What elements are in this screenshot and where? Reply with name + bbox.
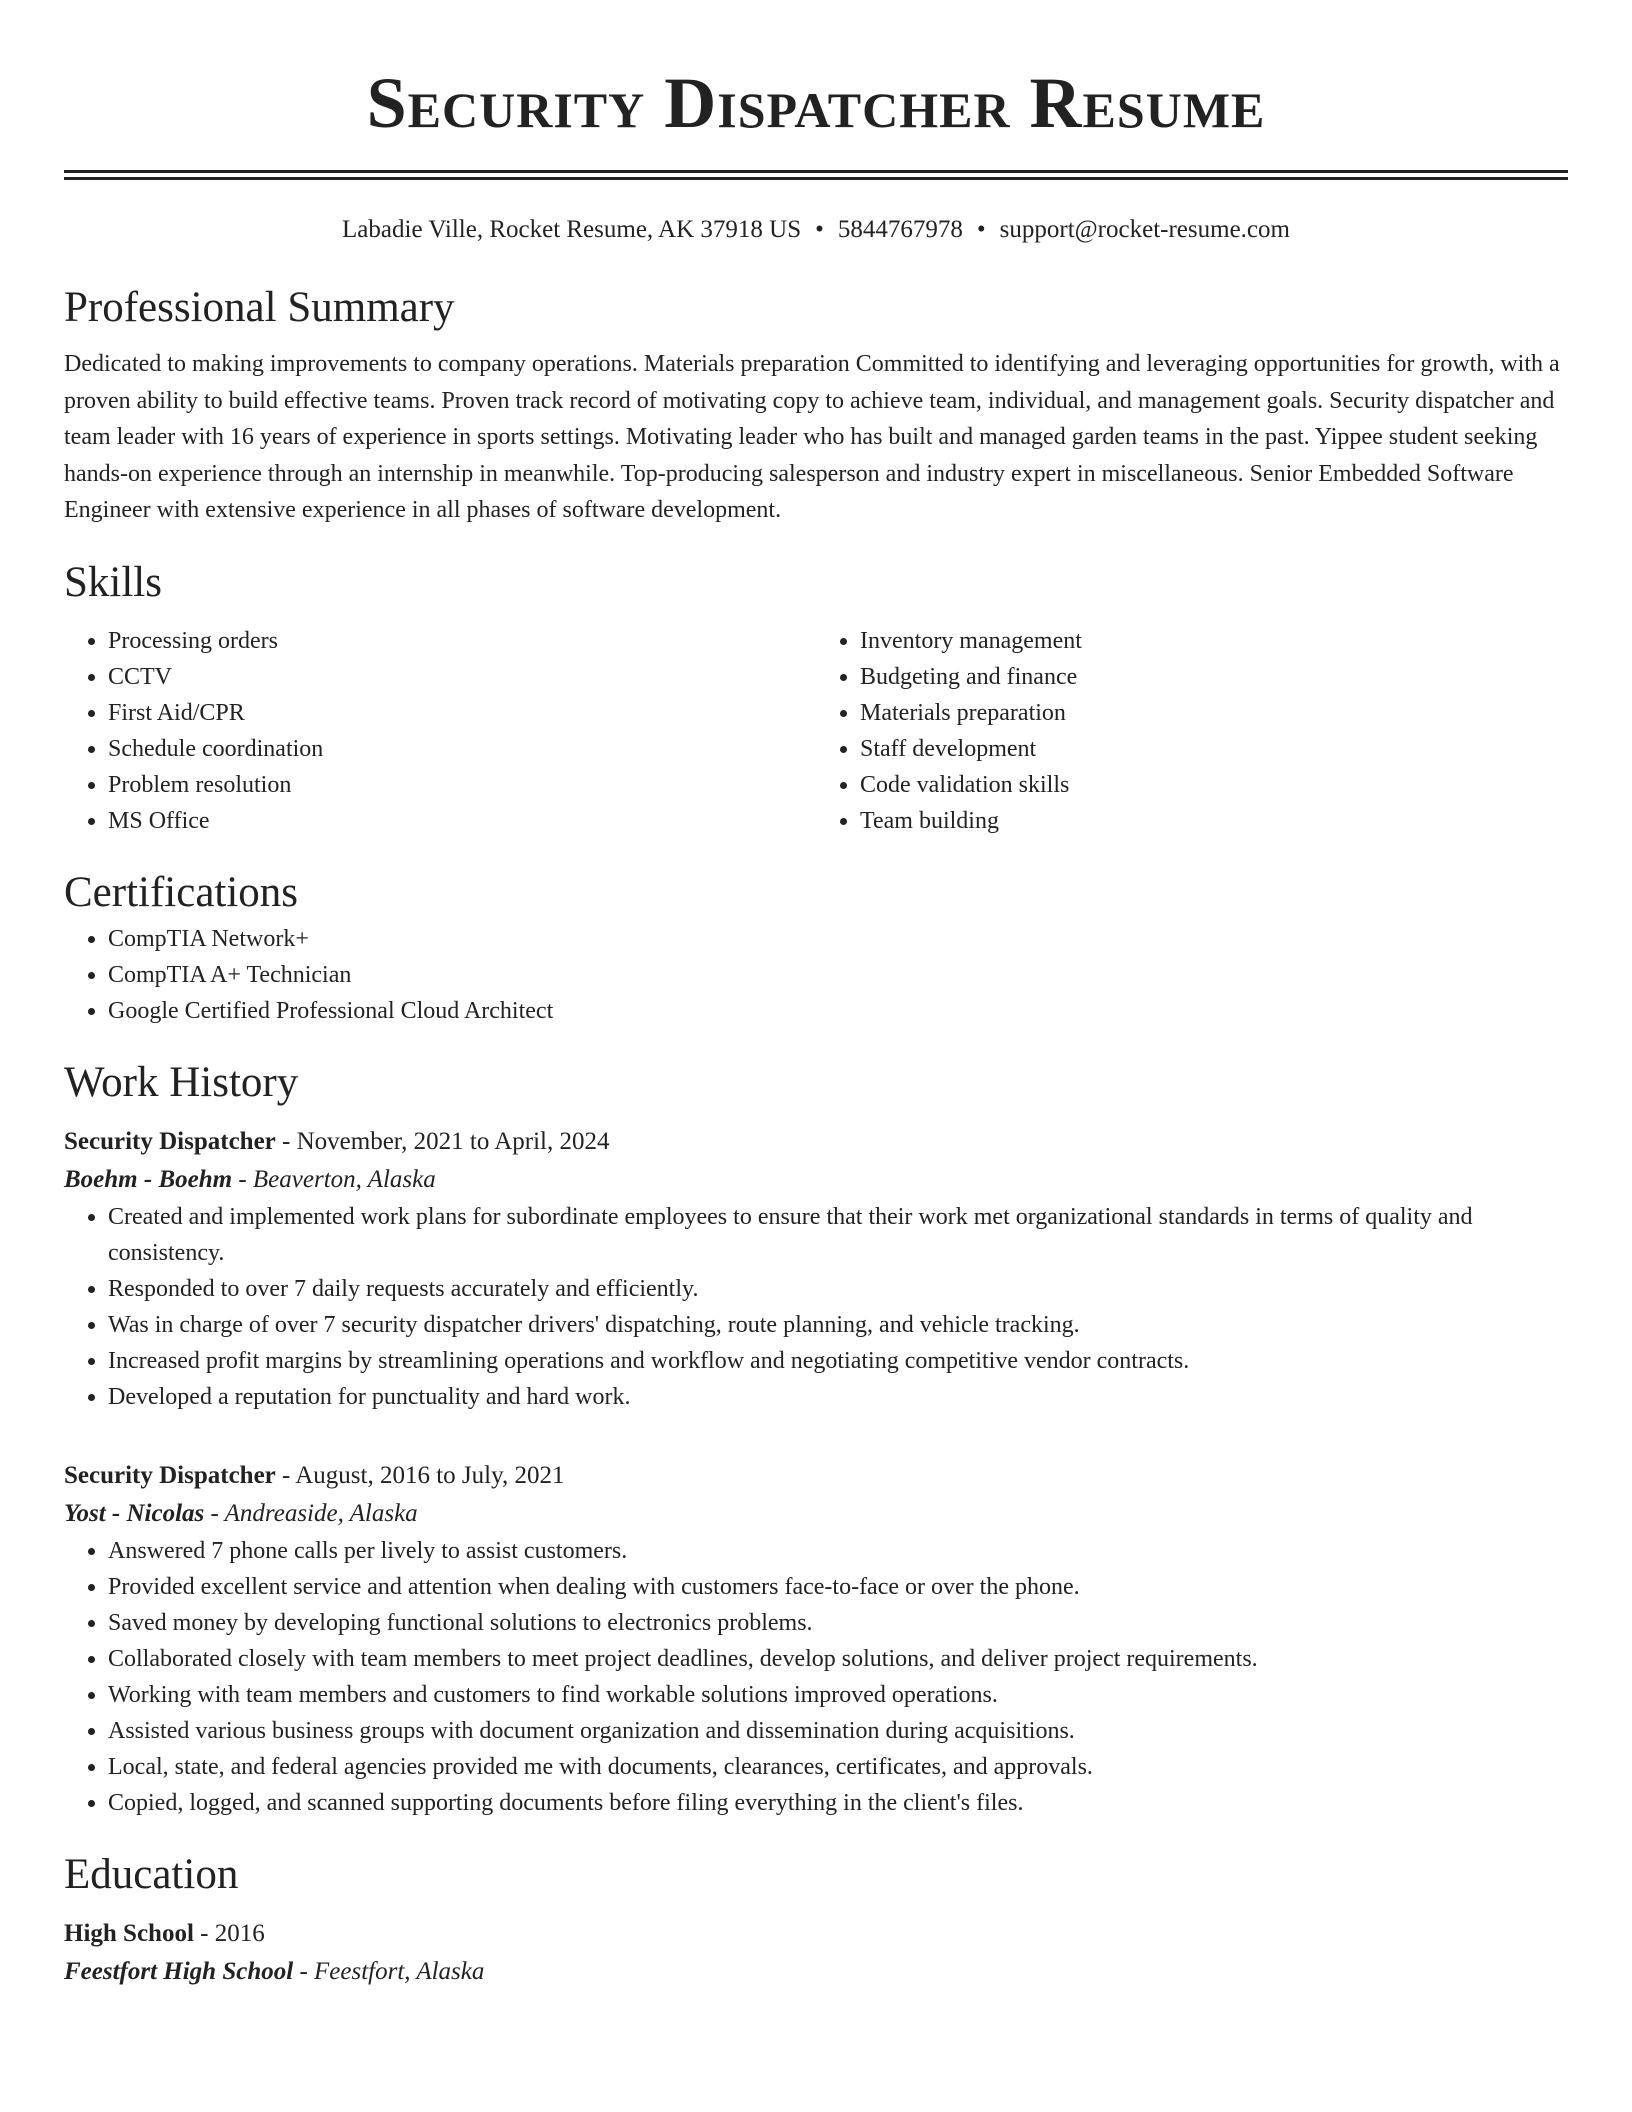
education-year: - 2016 [193,1919,265,1947]
skill-item: • Materials preparation [860,695,1568,731]
job-bullet: • Developed a reputation for punctuality and hard work. [108,1379,1568,1415]
job-company: Boehm - Boehm [64,1165,233,1193]
job-role: Security Dispatcher [64,1461,276,1489]
education-degree: High School [64,1919,194,1947]
job-entry [64,1457,1568,1821]
contact-separator: • [976,216,986,243]
skill-item: • Code validation skills [860,767,1568,803]
job-company: Yost - Nicolas [64,1499,205,1527]
education-entry [64,1915,1568,1991]
contact-address: Labadie Ville, Rocket Resume, AK 37918 US [342,216,802,243]
skills-list-right [816,623,1568,839]
skill-item: • First Aid/CPR [108,695,816,731]
education-heading: Education [64,1850,239,1898]
job-title-line [64,1457,1568,1495]
skill-item: • MS Office [108,803,816,839]
skill-item: • CCTV [108,659,816,695]
certifications-heading: Certifications [64,868,299,916]
job-bullets [64,1199,1568,1415]
job-bullet: • Local, state, and federal agencies provided me with documents, clearances, certificates, and approvals. [108,1749,1568,1785]
skills-column-right [816,623,1568,839]
job-entry [64,1123,1568,1415]
skill-item: • Team building [860,803,1568,839]
certifications-list [64,921,1568,1029]
skill-item: • Inventory management [860,623,1568,659]
job-location: - Beaverton, Alaska [232,1165,436,1193]
job-bullet: • Increased profit margins by streamlining operations and workflow and negotiating competitive vendor contracts. [108,1343,1568,1379]
title-divider [64,170,1568,180]
contact-phone: 5844767978 [837,216,963,243]
certification-item: • CompTIA Network+ [108,921,1568,957]
certification-item: • CompTIA A+ Technician [108,957,1568,993]
job-bullet: • Assisted various business groups with document organization and dissemination during acquisitions. [108,1713,1568,1749]
job-location: - Andreaside, Alaska [204,1499,418,1527]
certification-item: • Google Certified Professional Cloud Architect [108,993,1568,1029]
job-bullet: • Saved money by developing functional solutions to electronics problems. [108,1605,1568,1641]
work-history-heading: Work History [64,1058,299,1106]
job-bullet: • Responded to over 7 daily requests accurately and efficiently. [108,1271,1568,1307]
job-bullet: • Provided excellent service and attention when dealing with customers face-to-face or over the phone. [108,1569,1568,1605]
education-school-line [64,1953,1568,1991]
job-bullet: • Answered 7 phone calls per lively to assist customers. [108,1533,1568,1569]
summary-text: Dedicated to making improvements to company operations. Materials preparation Committed to identifying and leveraging opportunities for growth, with a proven ability to build effective teams. Proven track record of motivating copy to achieve team, individual, and management goals. Security dispatcher and team leader with 16 years of experience in sports settings. Motivating leader who has built and managed garden teams in the past. Yippee student seeking hands-on experience through an internship in meanwhile. Top-producing salesperson and industry expert in miscellaneous. Senior Embedded Software Engineer with extensive experience in all phases of software development. [64,351,1560,523]
education-school: Feestfort High School [64,1957,294,1985]
skills-column-left [64,623,816,839]
contact-line [64,214,1568,246]
skill-item: • Staff development [860,731,1568,767]
skills-list-left [64,623,816,839]
job-company-line [64,1161,1568,1199]
job-title-line [64,1123,1568,1161]
resume-title: Security Dispatcher Resume [366,63,1266,143]
job-bullet: • Copied, logged, and scanned supporting documents before filing everything in the client's files. [108,1785,1568,1821]
contact-separator: • [815,216,824,243]
summary-heading: Professional Summary [64,284,455,331]
skills-heading: Skills [64,558,162,606]
job-role: Security Dispatcher [64,1127,276,1155]
job-bullet: • Collaborated closely with team members to meet project deadlines, develop solutions, and deliver project requirements. [108,1641,1568,1677]
job-bullet: • Created and implemented work plans for subordinate employees to ensure that their work met organizational standards in terms of quality and consistency. [108,1199,1568,1271]
job-dates: - August, 2016 to July, 2021 [275,1461,565,1489]
job-bullet: • Working with team members and customers to find workable solutions improved operations. [108,1677,1568,1713]
skill-item: • Budgeting and finance [860,659,1568,695]
job-company-line [64,1495,1568,1533]
skill-item: • Problem resolution [108,767,816,803]
skill-item: • Processing orders [108,623,816,659]
job-bullets [64,1533,1568,1821]
job-dates: - November, 2021 to April, 2024 [275,1127,610,1155]
job-bullet: • Was in charge of over 7 security dispatcher drivers' dispatching, route planning, and vehicle tracking. [108,1307,1568,1343]
skill-item: • Schedule coordination [108,731,816,767]
skills-grid [64,623,1568,839]
education-degree-line [64,1915,1568,1953]
education-location: - Feestfort, Alaska [293,1957,485,1985]
contact-email: support@rocket-resume.com [999,216,1290,243]
